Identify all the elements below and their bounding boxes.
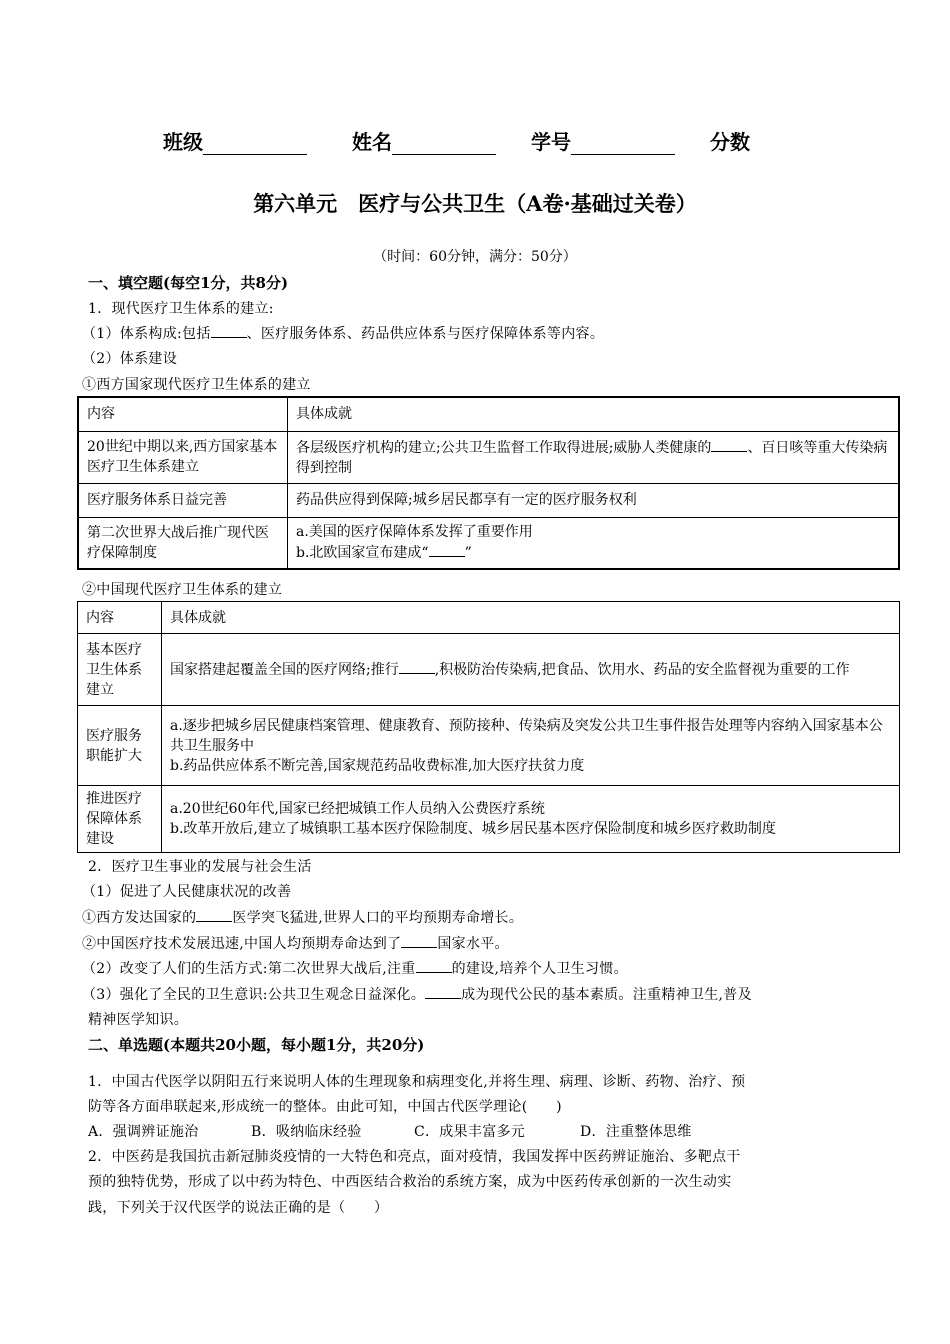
- table-row: [78, 517, 899, 569]
- table1-caption: ①西方国家现代医疗卫生体系的建立: [82, 377, 311, 393]
- table-row: [78, 483, 899, 517]
- table-header-cell: 具体成就: [288, 397, 900, 431]
- fill-blank[interactable]: [425, 984, 461, 999]
- table-header-cell: 具体成就: [162, 602, 900, 634]
- question-2-1-b: ②中国医疗技术发展迅速,中国人均预期寿命达到了 国家水平。: [82, 933, 509, 953]
- name-field[interactable]: [352, 126, 496, 155]
- mc-question-2-line2: 预的独特优势，形成了以中药为特色、中西医结合救治的系统方案，成为中医药传承创新的一次生动实: [88, 1174, 732, 1190]
- question-1-2: （2）体系建设: [82, 351, 178, 367]
- table-cell: 第二次世界大战后推广现代医疗保障制度: [78, 517, 288, 569]
- table-cell: a.美国的医疗保障体系发挥了重要作用 b.北欧国家宣布建成“ ”: [288, 517, 900, 569]
- table-header-cell: 内容: [78, 397, 288, 431]
- table2-caption: ②中国现代医疗卫生体系的建立: [82, 582, 283, 598]
- table-row: [78, 786, 900, 853]
- mc-question-2-line1: 2．中医药是我国抗击新冠肺炎疫情的一大特色和亮点，面对疫情，我国发挥中医药辨证施治、多靶点干: [88, 1149, 741, 1165]
- section2-heading: 二、单选题(本题共20小题，每小题1分，共20分): [88, 1036, 425, 1054]
- table-cell: 推进医疗保障体系建设: [78, 786, 162, 853]
- table-header-cell: 内容: [78, 602, 162, 634]
- class-blank[interactable]: [203, 134, 307, 155]
- china-medical-table: [77, 601, 900, 853]
- question-2-1: （1）促进了人民健康状况的改善: [82, 884, 292, 900]
- fill-blank[interactable]: [196, 907, 232, 922]
- mc-question-1-line1: 1．中国古代医学以阴阳五行来说明人体的生理现象和病理变化,并将生理、病理、诊断、药物、治疗、预: [88, 1074, 746, 1090]
- student-id-blank[interactable]: [571, 134, 675, 155]
- option-c[interactable]: C．成果丰富多元: [414, 1124, 526, 1140]
- name-blank[interactable]: [392, 134, 496, 155]
- option-b[interactable]: B．吸纳临床经验: [251, 1124, 362, 1140]
- option-d[interactable]: D．注重整体思维: [580, 1124, 692, 1140]
- fill-blank[interactable]: [401, 933, 437, 948]
- class-field[interactable]: [163, 126, 307, 155]
- table-row: [78, 706, 900, 786]
- table-row: [78, 634, 900, 706]
- student-info-row: [163, 126, 750, 155]
- table-cell: a.20世纪60年代,国家已经把城镇工作人员纳入公费医疗系统 b.改革开放后,建立了城镇职工基本医疗保险制度、城乡居民基本医疗保险制度和城乡医疗救助制度: [162, 786, 900, 853]
- page-title: 第六单元 医疗与公共卫生（A卷·基础过关卷）: [253, 191, 697, 216]
- student-id-field[interactable]: [531, 126, 675, 155]
- table-cell: 国家搭建起覆盖全国的医疗网络;推行 ,积极防治传染病,把食品、饮用水、药品的安全监督视为重要的工作: [162, 634, 900, 706]
- score-label: 分数: [710, 130, 750, 154]
- question-2-1-a: ①西方发达国家的 医学突飞猛进,世界人口的平均预期寿命增长。: [82, 907, 523, 927]
- table-cell: 医疗服务体系日益完善: [78, 483, 288, 517]
- section1-heading: 一、填空题(每空1分，共8分): [88, 274, 289, 292]
- table-row: [78, 397, 899, 431]
- question-2-3-cont: 精神医学知识。: [88, 1012, 189, 1028]
- score-field: [710, 126, 750, 155]
- exam-info: （时间：60分钟，满分：50分）: [373, 249, 577, 265]
- table-cell: 基本医疗卫生体系建立: [78, 634, 162, 706]
- name-label: 姓名: [352, 130, 392, 154]
- question-1-1: （1）体系构成:包括 、医疗服务体系、药品供应体系与医疗保障体系等内容。: [82, 323, 604, 343]
- mc-question-1-options: [88, 1121, 848, 1141]
- table-row: [78, 431, 899, 483]
- question-1-stem: 1．现代医疗卫生体系的建立:: [88, 301, 274, 317]
- table-cell: a.逐步把城乡居民健康档案管理、健康教育、预防接种、传染病及突发公共卫生事件报告处理等内容纳入国家基本公共卫生服务中 b.药品供应体系不断完善,国家规范药品收费标准,加大医疗扶贫力度: [162, 706, 900, 786]
- fill-blank[interactable]: [416, 958, 452, 973]
- class-label: 班级: [163, 130, 203, 154]
- student-id-label: 学号: [531, 130, 571, 154]
- fill-blank[interactable]: [211, 323, 247, 338]
- option-a[interactable]: A．强调辨证施治: [88, 1124, 199, 1140]
- question-2-stem: 2．医疗卫生事业的发展与社会生活: [88, 859, 312, 875]
- fill-blank[interactable]: [399, 659, 435, 674]
- table-cell: 药品供应得到保障;城乡居民都享有一定的医疗服务权利: [288, 483, 900, 517]
- fill-blank[interactable]: [429, 542, 465, 557]
- table-cell: 20世纪中期以来,西方国家基本医疗卫生体系建立: [78, 431, 288, 483]
- fill-blank[interactable]: [711, 437, 747, 452]
- question-2-2: （2）改变了人们的生活方式:第二次世界大战后,注重 的建设,培养个人卫生习惯。: [82, 958, 628, 978]
- western-medical-table: [77, 396, 900, 570]
- table-cell: 各层级医疗机构的建立;公共卫生监督工作取得进展;威胁人类健康的 、百日咳等重大传染病得到控制: [288, 431, 900, 483]
- table-row: [78, 602, 900, 634]
- question-2-3: （3）强化了全民的卫生意识:公共卫生观念日益深化。 成为现代公民的基本素质。注重精神卫生,普及: [82, 984, 752, 1004]
- mc-question-2-line3: 践，下列关于汉代医学的说法正确的是（ ）: [88, 1200, 389, 1216]
- mc-question-1-line2: 防等各方面串联起来,形成统一的整体。由此可知，中国古代医学理论( ): [88, 1099, 562, 1115]
- table-cell: 医疗服务职能扩大: [78, 706, 162, 786]
